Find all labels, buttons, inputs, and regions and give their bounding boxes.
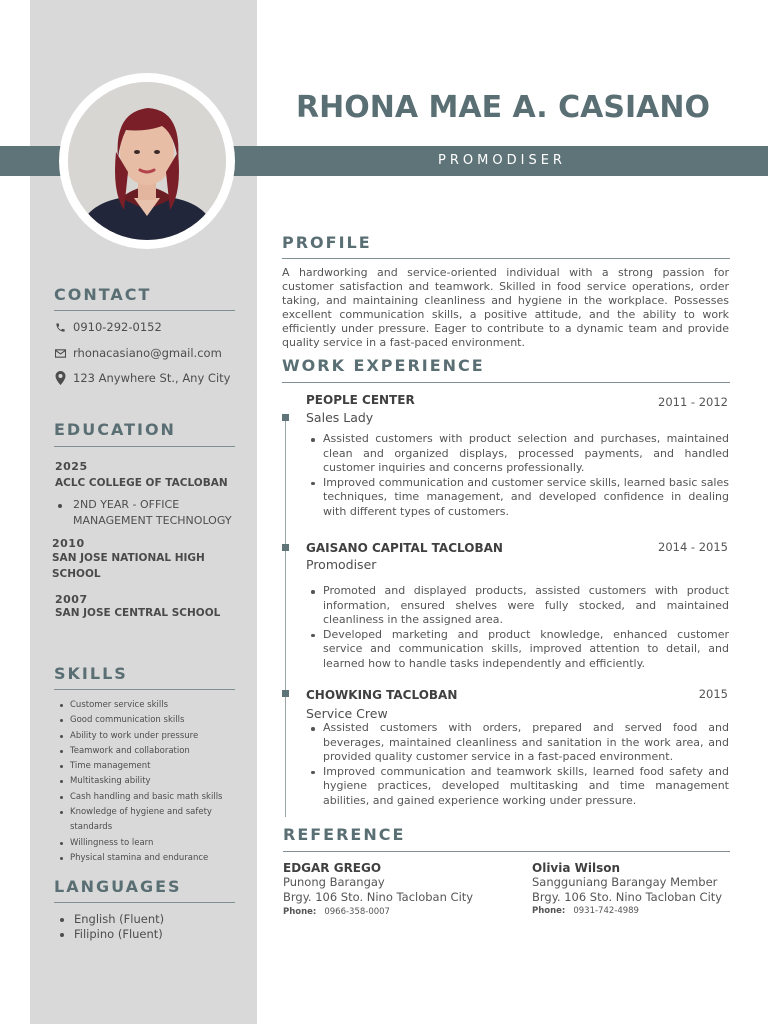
education-detail: 2ND YEAR - OFFICE MANAGEMENT TECHNOLOGY (58, 497, 248, 529)
job-duties (306, 721, 729, 808)
list-item: Improved communication and teamwork skills, learned food safety and hygiene practices, developed multitasking and time management abilities, and gained experience working under pressure. (306, 765, 729, 809)
job-company: GAISANO CAPITAL TACLOBAN (306, 541, 503, 555)
skills-heading: SKILLS (54, 664, 128, 683)
timeline-marker (282, 544, 289, 551)
reference-position: Punong Barangay (283, 875, 385, 889)
timeline-marker (282, 414, 289, 421)
job-dates: 2015 (698, 687, 728, 701)
list-item: Teamwork and collaboration (58, 744, 248, 759)
list-item: Multitasking ability (58, 774, 248, 789)
contact-divider (54, 310, 235, 311)
languages-divider (54, 902, 235, 903)
bullet-dot (58, 504, 62, 508)
list-item: Willingness to learn (58, 836, 248, 851)
reference-position: Sangguniang Barangay Member (532, 875, 718, 889)
education-year: 2010 (52, 537, 85, 550)
list-item: Cash handling and basic math skills (58, 790, 248, 805)
skills-list (58, 698, 248, 866)
location-pin-icon (54, 372, 66, 384)
reference-address: Brgy. 106 Sto. Nino Tacloban City (532, 890, 723, 904)
list-item: Knowledge of hygiene and safety standards (58, 805, 218, 836)
experience-divider (282, 382, 730, 383)
job-duties (306, 584, 729, 671)
timeline-line (285, 420, 286, 817)
job-role: Service Crew (306, 706, 388, 721)
portrait-illustration (68, 82, 226, 240)
list-item: Promoted and displayed products, assisted customers with product information, ensured shelves were fully stocked, and maintained cleanliness in the assigned area. (306, 584, 729, 628)
list-item: Assisted customers with orders, prepared and served food and beverages, maintained cleanliness and sanitation in the work area, and provided quality customer service in a fast-paced environment. (306, 721, 729, 765)
job-role: Sales Lady (306, 410, 374, 425)
profile-divider (282, 258, 730, 259)
list-item: Developed marketing and product knowledge, enhanced customer service and communication skills, improved attention to detail, and learned how to handle tasks independently and efficiently. (306, 628, 729, 672)
job-dates: 2011 - 2012 (658, 395, 728, 409)
contact-phone (54, 320, 162, 334)
job-company: CHOWKING TACLOBAN (306, 688, 458, 702)
contact-heading: CONTACT (54, 285, 152, 304)
job-role: Promodiser (306, 557, 377, 572)
list-item: Customer service skills (58, 698, 248, 713)
reference-name: EDGAR GREGO (283, 861, 382, 875)
education-heading: EDUCATION (54, 420, 176, 439)
reference-phone: Phone: 0966-358-0007 (283, 907, 390, 917)
list-item: Good communication skills (58, 713, 248, 728)
education-divider (54, 446, 235, 447)
languages-heading: LANGUAGES (54, 877, 182, 896)
reference-divider (283, 851, 730, 852)
reference-phone: Phone: 0931-742-4989 (532, 906, 639, 916)
list-item: Filipino (Fluent) (58, 927, 164, 942)
list-item: Improved communication and customer service skills, learned basic sales techniques, time management, and developed confidence in dealing with different types of customers. (306, 476, 729, 520)
education-school: SAN JOSE CENTRAL SCHOOL (55, 607, 221, 619)
education-year: 2025 (55, 460, 88, 473)
job-dates: 2014 - 2015 (658, 540, 728, 554)
list-item: English (Fluent) (58, 912, 164, 927)
phone-icon (54, 321, 66, 333)
list-item: Assisted customers with product selection and purchases, maintained clean and organized displays, processed payments, and handled customer inquiries and concerns professionally. (306, 432, 729, 476)
reference-name: Olivia Wilson (532, 861, 621, 875)
address-text: 123 Anywhere St., Any City (73, 371, 231, 385)
experience-heading: WORK EXPERIENCE (282, 356, 485, 375)
email-text: rhonacasiano@gmail.com (73, 346, 222, 360)
profile-photo (68, 82, 226, 240)
education-year: 2007 (55, 593, 88, 606)
education-school: SAN JOSE NATIONAL HIGH SCHOOL (52, 552, 205, 580)
education-school: ACLC COLLEGE OF TACLOBAN (55, 477, 228, 489)
full-name: RHONA MAE A. CASIANO (296, 90, 710, 125)
mail-icon (54, 347, 66, 359)
skills-divider (54, 689, 235, 690)
list-item: Physical stamina and endurance (58, 851, 248, 866)
phone-text: 0910-292-0152 (73, 320, 162, 334)
profile-heading: PROFILE (282, 233, 372, 252)
reference-address: Brgy. 106 Sto. Nino Tacloban City (283, 890, 474, 904)
job-company: PEOPLE CENTER (306, 393, 415, 407)
list-item: Time management (58, 759, 248, 774)
timeline-marker (282, 690, 289, 697)
list-item: Ability to work under pressure (58, 729, 248, 744)
contact-address (54, 371, 230, 385)
languages-list (58, 912, 164, 942)
profile-summary: A hardworking and service-oriented individual with a strong passion for customer satisfaction and teamwork. Skilled in food service operations, order taking, and maintaining cleanliness and hygiene in the workplace. Possesses excellent communication skills, a positive attitude, and the ability to work efficiently under pressure. Eager to contribute to a dynamic team and provide quality service in a fast-paced environment. (282, 266, 729, 349)
job-title: PROMODISER (438, 153, 566, 168)
contact-email (54, 346, 222, 360)
job-duties (306, 432, 729, 519)
reference-heading: REFERENCE (283, 825, 406, 844)
